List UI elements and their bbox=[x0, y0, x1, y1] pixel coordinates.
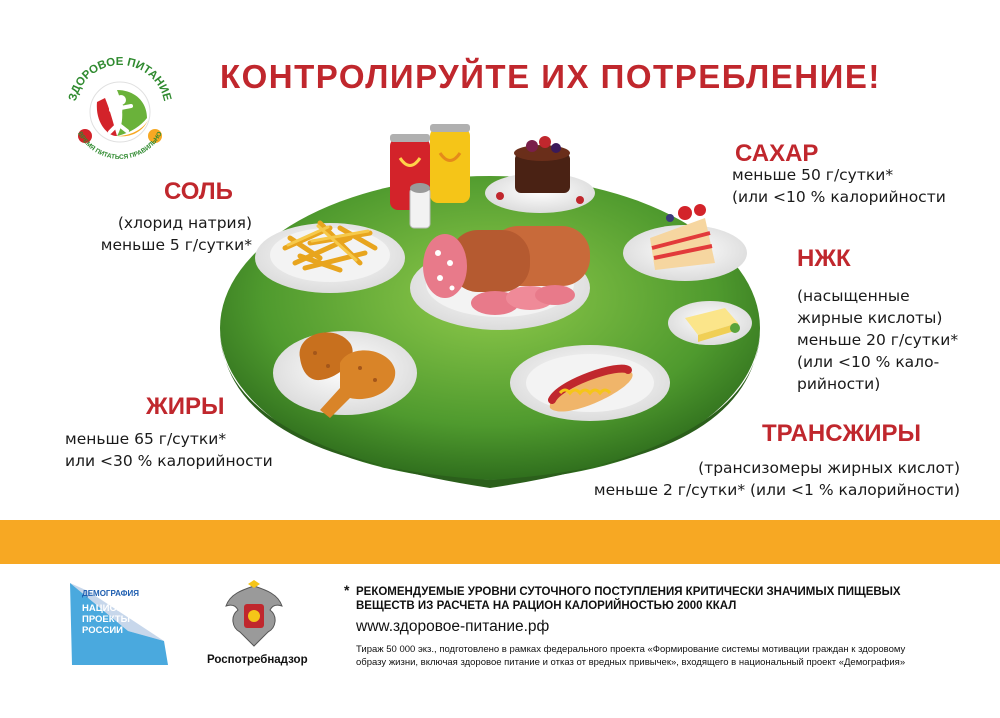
sfa-text-5: рийности) bbox=[797, 375, 881, 393]
chocolate-cake bbox=[485, 136, 595, 213]
fats-text-1: меньше 65 г/сутки* bbox=[65, 430, 227, 448]
fats-heading: ЖИРЫ bbox=[146, 393, 225, 420]
np-line-2: ПРОЕКТЫ bbox=[82, 614, 130, 625]
butter-plate bbox=[668, 301, 752, 345]
salt-text-1: (хлорид натрия) bbox=[117, 214, 252, 232]
food-table-illustration bbox=[200, 118, 780, 498]
np-top-label: ДЕМОГРАФИЯ bbox=[82, 589, 139, 598]
trans-text-2: меньше 2 г/сутки* (или <1 % калорийности) bbox=[593, 481, 960, 499]
rospotrebnadzor-emblem bbox=[222, 580, 286, 650]
sfa-text-3: меньше 20 г/сутки* bbox=[797, 331, 959, 349]
sfa-text-2: жирные кислоты) bbox=[797, 309, 943, 327]
sfa-text-4: (или <10 % кало- bbox=[797, 353, 940, 371]
website-link[interactable]: www.здоровое-питание.рф bbox=[356, 618, 550, 635]
footnote-star: * bbox=[344, 582, 350, 598]
np-line-1: НАЦИОНАЛЬНЫЕ bbox=[82, 603, 167, 614]
sugar-heading: САХАР bbox=[735, 140, 819, 167]
national-projects-logo bbox=[68, 581, 170, 667]
sausage-plate bbox=[410, 226, 590, 330]
sugar-text-1: меньше 50 г/сутки* bbox=[732, 166, 894, 184]
salt-text-2: меньше 5 г/сутки* bbox=[100, 236, 252, 254]
salt-shaker bbox=[410, 183, 430, 228]
print-run-note: Тираж 50 000 экз., подготовлено в рамках федерального проекта «Формирование системы мотивации граждан к здоровому образу жизни, включая здоровое питание и отказ от вредных привычек», входящего в национальный проект «Демография» bbox=[356, 644, 906, 668]
page-title: КОНТРОЛИРУЙТЕ ИХ ПОТРЕБЛЕНИЕ! bbox=[220, 58, 881, 95]
trans-text-1: (трансизомеры жирных кислот) bbox=[698, 459, 960, 477]
sugar-text-2: (или <10 % калорийности bbox=[732, 188, 946, 206]
trans-heading: ТРАНСЖИРЫ bbox=[762, 420, 921, 447]
logo-arc-bottom: ВРЕМЯ ПИТАТЬСЯ ПРАВИЛЬНО bbox=[76, 130, 164, 162]
orange-divider-band bbox=[0, 520, 1000, 564]
hotdog-plate bbox=[510, 345, 670, 421]
fries-plate bbox=[255, 223, 405, 293]
sfa-text-1: (насыщенные bbox=[797, 287, 910, 305]
sfa-heading: НЖК bbox=[797, 245, 851, 272]
fats-text-2: или <30 % калорийности bbox=[65, 452, 273, 470]
zdorovoe-pitanie-logo bbox=[55, 40, 185, 170]
np-line-3: РОССИИ bbox=[82, 625, 123, 636]
logo-arc-top: ЗДОРОВОЕ ПИТАНИЕ bbox=[66, 55, 174, 103]
rospotrebnadzor-label: Роспотребнадзор bbox=[207, 654, 308, 666]
salt-heading: СОЛЬ bbox=[164, 178, 233, 205]
footnote-text: РЕКОМЕНДУЕМЫЕ УРОВНИ СУТОЧНОГО ПОСТУПЛЕНИЯ КРИТИЧЕСКИ ЗНАЧИМЫХ ПИЩЕВЫХ ВЕЩЕСТВ ИЗ РАСЧЕТА НА РАЦИОН КАЛОРИЙНОСТЬЮ 2000 ККАЛ bbox=[356, 586, 901, 612]
